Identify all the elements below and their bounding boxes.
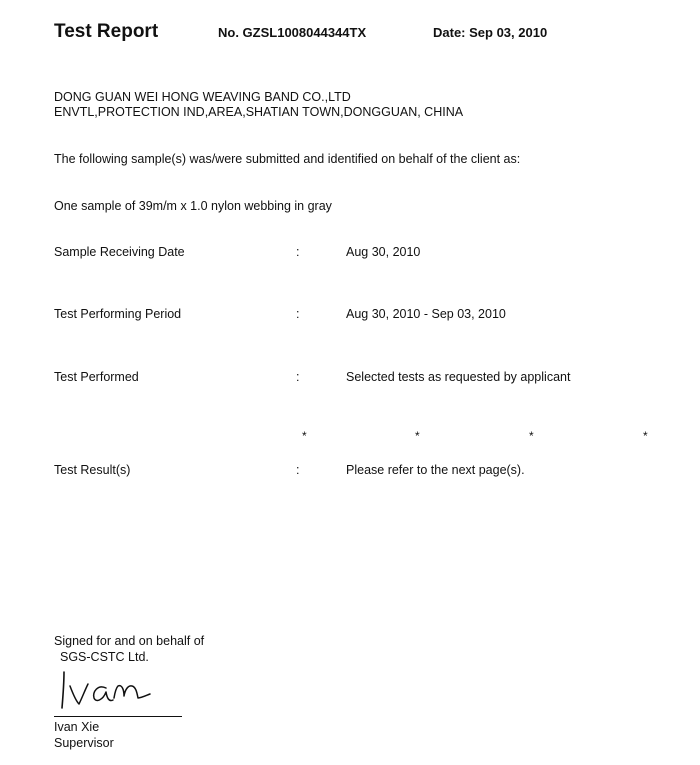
field-colon: : [296, 307, 300, 321]
handwritten-signature [52, 668, 162, 710]
report-title: Test Report [54, 21, 159, 42]
field-value-test-performed: Selected tests as requested by applicant [346, 370, 571, 384]
signer-name: Ivan Xie [54, 720, 100, 734]
field-label-sample-receiving-date: Sample Receiving Date [54, 245, 185, 259]
separator-mark: * [643, 429, 648, 443]
separator-mark: * [302, 429, 307, 443]
signing-company: SGS-CSTC Ltd. [60, 650, 149, 664]
client-name: DONG GUAN WEI HONG WEAVING BAND CO.,LTD [54, 90, 351, 104]
field-value-test-performing-period: Aug 30, 2010 - Sep 03, 2010 [346, 307, 506, 321]
separator-mark: * [529, 429, 534, 443]
report-number: No. GZSL1008044344TX [218, 25, 367, 40]
sample-description: One sample of 39m/m x 1.0 nylon webbing in gray [54, 199, 332, 213]
field-value-sample-receiving-date: Aug 30, 2010 [346, 245, 421, 259]
signature-line [54, 716, 182, 717]
field-label-test-results: Test Result(s) [54, 463, 131, 477]
client-address: ENVTL,PROTECTION IND,AREA,SHATIAN TOWN,DONGGUAN, CHINA [54, 105, 464, 119]
separator-mark: * [415, 429, 420, 443]
field-colon: : [296, 245, 300, 259]
report-date: Date: Sep 03, 2010 [433, 25, 548, 40]
field-colon: : [296, 463, 300, 477]
field-value-test-results: Please refer to the next page(s). [346, 463, 525, 477]
field-label-test-performing-period: Test Performing Period [54, 307, 182, 321]
field-label-test-performed: Test Performed [54, 370, 139, 384]
signed-on-behalf-text: Signed for and on behalf of [54, 634, 205, 648]
intro-statement: The following sample(s) was/were submitted and identified on behalf of the client as: [54, 152, 521, 166]
signer-title: Supervisor [54, 736, 114, 750]
field-colon: : [296, 370, 300, 384]
